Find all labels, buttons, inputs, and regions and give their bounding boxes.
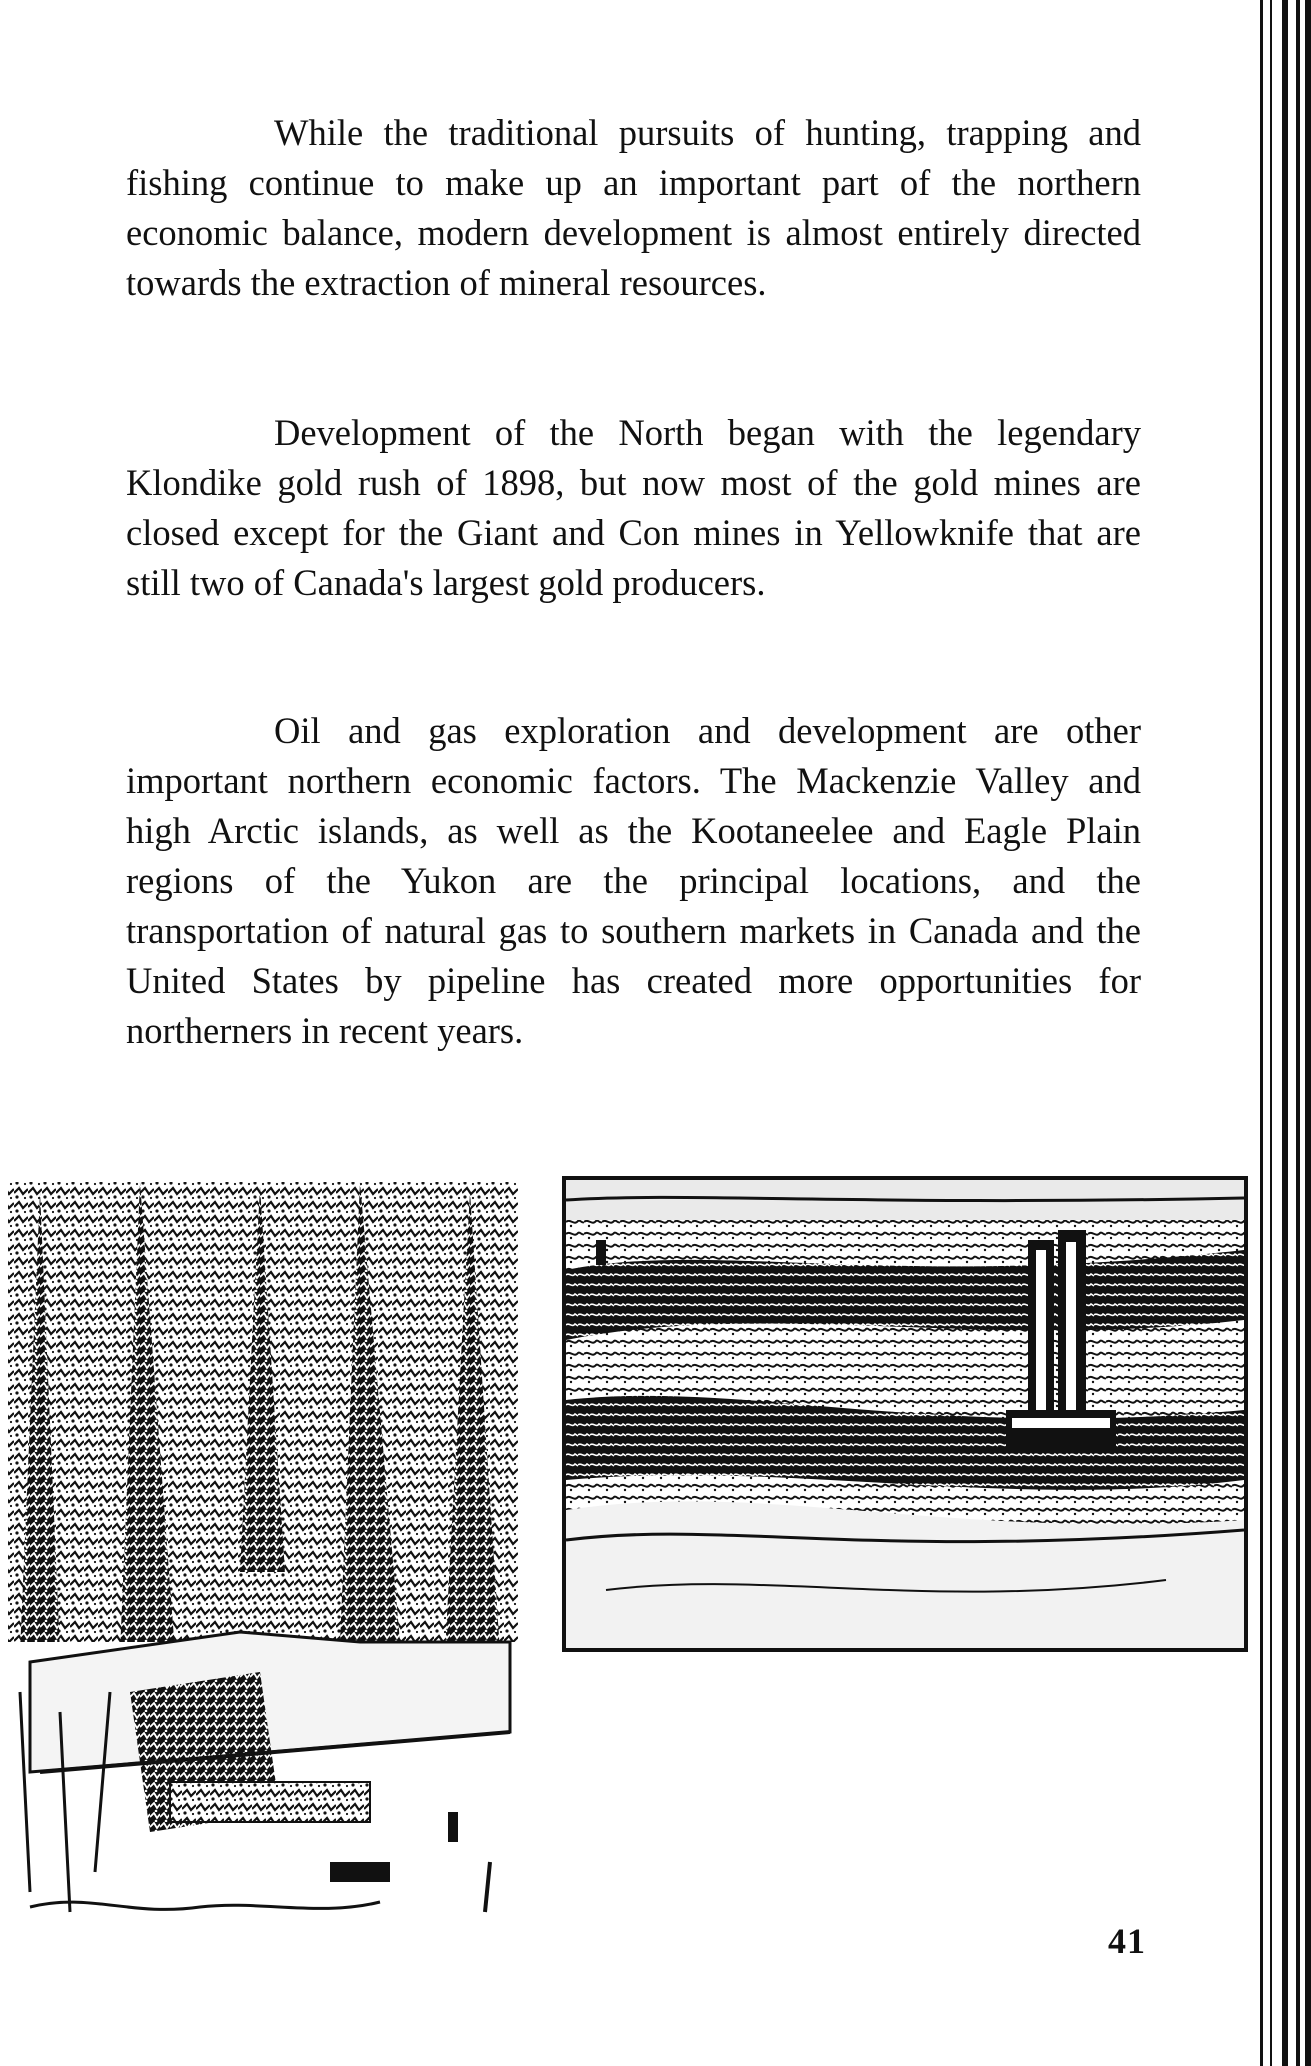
paragraph-klondike (126, 408, 1141, 608)
paragraph-text: Oil and gas exploration and development are other important northern economic factors. The Mackenzie Valley and high Arctic islands, as well as the Kootaneelee and Eagle Plain regions of the Yukon are the principal locations, and the transportation of natural gas to southern markets in Canada and the United States by pipeline has created more opportunities for northerners in recent years. (126, 710, 1141, 1051)
paragraph-text: Development of the North began with the legendary Klondike gold rush of 1898, but now most of the gold mines are closed except for the Giant and Con mines in Yellowknife that are still two of Canada's largest gold producers. (126, 412, 1141, 603)
binding-edge (1270, 0, 1272, 2066)
binding-edge (1260, 0, 1263, 2066)
binding-edge (1296, 0, 1300, 2066)
binding-edge (1305, 0, 1311, 2066)
paragraph-oil-gas (126, 706, 1141, 1056)
paragraph-hunting-trapping (126, 108, 1141, 308)
page-number: 41 (1108, 1921, 1146, 1961)
arctic-mine-photo (562, 1176, 1248, 1652)
paragraph-text: While the traditional pursuits of hunting, trapping and fishing continue to make up an important part of the northern economic balance, modern development is almost entirely directed towards the extraction of mineral resources. (126, 112, 1141, 303)
forest-camp-photo (0, 1172, 520, 1942)
binding-edge (1282, 0, 1288, 2066)
